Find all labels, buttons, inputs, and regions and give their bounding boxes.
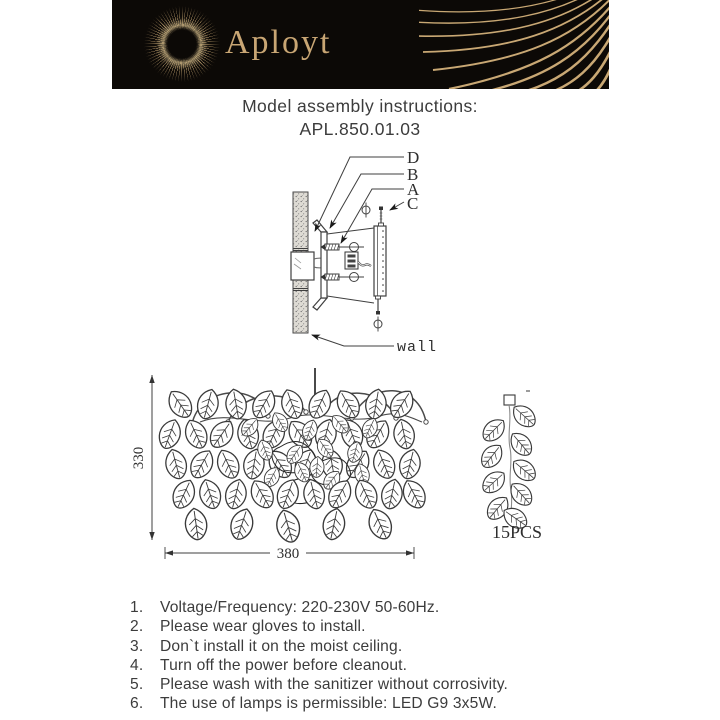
leaf-strand-drawing	[465, 378, 575, 550]
mounting-bracket	[313, 220, 327, 310]
brand-wordmark: Aployt	[225, 24, 332, 61]
fixture-arms	[190, 368, 428, 426]
svg-text:330: 330	[131, 446, 147, 470]
instruction-text: The use of lamps is permissible: LED G9 3x5W.	[160, 695, 497, 713]
rays-decoration-icon	[419, 0, 609, 89]
bottom-screw	[374, 296, 382, 332]
model-number: APL.850.01.03	[299, 119, 421, 139]
label-b: B	[407, 165, 419, 184]
instruction-item	[130, 637, 635, 656]
instruction-item	[130, 617, 635, 636]
page-title: Model assembly instructions:	[242, 96, 478, 116]
wall-label: wall	[397, 339, 438, 356]
label-a: A	[407, 180, 420, 199]
svg-text:380: 380	[276, 546, 300, 562]
wire	[358, 262, 371, 266]
brand-banner	[112, 0, 609, 89]
instruction-number: 6.	[130, 695, 144, 713]
instructions-list	[130, 598, 635, 714]
instruction-text: Don`t install it on the moist ceiling.	[160, 637, 403, 655]
chandelier-drawing	[130, 362, 470, 567]
instruction-text: Turn off the power before cleanout.	[160, 656, 408, 674]
instruction-text: Voltage/Frequency: 220-230V 50-60Hz.	[160, 599, 440, 616]
leaf-row	[169, 476, 430, 512]
instruction-number: 2.	[130, 618, 144, 636]
leaf-cluster	[155, 386, 430, 545]
leaf-row	[183, 505, 396, 545]
label-d: D	[407, 148, 420, 167]
starburst-logo-icon	[143, 5, 221, 83]
canopy-plate	[374, 226, 386, 296]
dimension-height	[131, 375, 155, 540]
top-screw	[362, 203, 384, 227]
wall-mount-diagram	[270, 140, 475, 365]
instruction-number: 5.	[130, 676, 144, 694]
instruction-text: Please wash with the sanitizer without corrosivity.	[160, 676, 508, 694]
instruction-number: 4.	[130, 656, 144, 674]
dimension-width	[165, 546, 414, 562]
label-c: C	[407, 194, 419, 213]
instruction-item	[130, 675, 635, 694]
instruction-number: 1.	[130, 599, 144, 616]
instruction-item	[130, 694, 635, 713]
instruction-number: 3.	[130, 637, 144, 655]
instruction-item	[130, 598, 635, 617]
instruction-item	[130, 656, 635, 675]
instruction-text: Please wear gloves to install.	[160, 618, 366, 636]
terminal-block	[345, 252, 358, 269]
strand-count-label: 15PCS	[492, 522, 543, 542]
leaf-row	[163, 386, 419, 422]
